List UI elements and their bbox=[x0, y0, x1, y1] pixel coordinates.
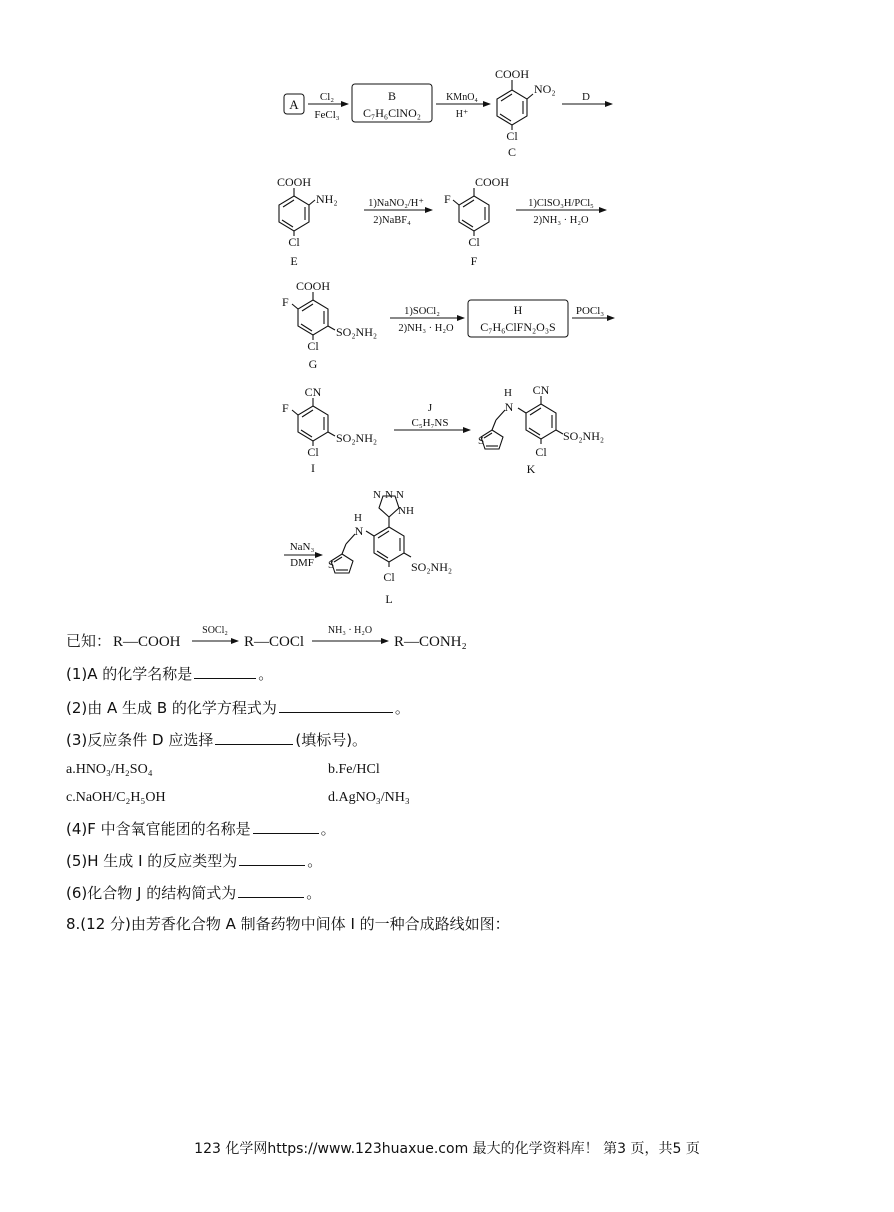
row-3 bbox=[282, 279, 614, 371]
question-6-end: 。 bbox=[306, 884, 322, 902]
question-1 bbox=[66, 664, 273, 684]
question-3-end: (填标号)。 bbox=[295, 731, 368, 749]
compound-c-cooh: COOH bbox=[494, 67, 530, 81]
reagent-socl2: 1)SOCl₂ bbox=[404, 306, 440, 317]
compound-l-so2nh2: SO₂NH₂ bbox=[411, 560, 453, 574]
row-4 bbox=[282, 383, 604, 476]
compound-i-fluorine: F bbox=[282, 401, 289, 415]
compound-k-cn: CN bbox=[532, 383, 550, 397]
compound-i-cl: Cl bbox=[307, 445, 319, 459]
question-2-text: (2)由 A 生成 B 的化学方程式为 bbox=[66, 699, 277, 717]
known-reaction bbox=[66, 625, 467, 650]
question-1-text: (1)A 的化学名称是 bbox=[66, 665, 193, 683]
problem-8-intro: 8.(12 分)由芳香化合物 A 制备药物中间体 I 的一种合成路线如图： bbox=[66, 915, 510, 933]
compound-b-label: B bbox=[387, 89, 397, 103]
compound-f-cooh: COOH bbox=[474, 175, 510, 189]
compound-f-cl: Cl bbox=[468, 235, 480, 249]
option-a[interactable]: a.HNO₃/H₂SO₄ bbox=[66, 762, 153, 777]
compound-k-so2nh2: SO₂NH₂ bbox=[563, 429, 605, 443]
reagent-c5h7ns: C₅H₇NS bbox=[411, 417, 449, 429]
compound-l-h: H bbox=[354, 512, 362, 524]
reagent-fecl3: FeCl₃ bbox=[314, 109, 340, 121]
answer-blank-1[interactable] bbox=[194, 664, 256, 679]
compound-b-formula: C₇H₆ClNO₂ bbox=[363, 106, 421, 120]
question-6-text: (6)化合物 J 的结构简式为 bbox=[66, 884, 237, 902]
compound-g-cl: Cl bbox=[307, 339, 319, 353]
row-1 bbox=[284, 67, 612, 159]
compound-k-cl: Cl bbox=[535, 445, 547, 459]
tetrazole-nh: NH bbox=[398, 505, 414, 517]
page-footer: 123 化学网https://www.123huaxue.com 最大的化学资料库！ 第3 页，共5 页 bbox=[194, 1141, 700, 1157]
question-3-text: (3)反应条件 D 应选择 bbox=[66, 731, 214, 749]
question-5-text: (5)H 生成 I 的反应类型为 bbox=[66, 852, 238, 870]
compound-e-cl: Cl bbox=[288, 235, 300, 249]
known-prefix: 已知： bbox=[66, 632, 112, 650]
compound-e-nh2: NH₂ bbox=[316, 192, 338, 206]
question-6 bbox=[66, 883, 321, 903]
tetrazole-n1: N bbox=[373, 489, 381, 501]
compound-k-n: N bbox=[504, 400, 514, 414]
compound-f-label: F bbox=[470, 254, 478, 268]
compound-i-cn: CN bbox=[304, 385, 322, 399]
known-r-conh2: R—CONH₂ bbox=[394, 634, 467, 650]
known-r-cocl: R—COCl bbox=[244, 634, 305, 650]
reagent-nabf4: 2)NaBF₄ bbox=[373, 215, 411, 226]
compound-c-label: C bbox=[507, 145, 517, 159]
answer-blank-3[interactable] bbox=[215, 730, 293, 745]
compound-e-label: E bbox=[290, 254, 298, 268]
question-5-end: 。 bbox=[307, 852, 323, 870]
compound-k-structure bbox=[481, 396, 563, 449]
compound-k-s: S bbox=[477, 435, 485, 447]
option-c[interactable]: c.NaOH/C₂H₅OH bbox=[66, 790, 166, 805]
compound-e-cooh: COOH bbox=[276, 175, 312, 189]
question-4-text: (4)F 中含氧官能团的名称是 bbox=[66, 820, 251, 838]
compound-g-so2nh2: SO₂NH₂ bbox=[336, 325, 378, 339]
reagent-cl2: Cl₂ bbox=[319, 91, 335, 103]
row-2 bbox=[277, 175, 606, 268]
condition-d: D bbox=[582, 91, 590, 103]
compound-i-so2nh2: SO₂NH₂ bbox=[336, 431, 378, 445]
answer-blank-5[interactable] bbox=[239, 851, 305, 866]
reagent-nh3-h2o-2: 2)NH₃ · H₂O bbox=[398, 323, 454, 334]
compound-a: A bbox=[289, 97, 299, 112]
answer-blank-4[interactable] bbox=[253, 819, 319, 834]
reagent-nh3-h2o-1: 2)NH₃ · H₂O bbox=[533, 215, 589, 226]
compound-g-cooh: COOH bbox=[295, 279, 331, 293]
compound-f-fluorine: F bbox=[444, 192, 451, 206]
reagent-h-plus: H⁺ bbox=[455, 109, 469, 120]
compound-c-structure bbox=[497, 80, 533, 130]
tetrazole-n3: N bbox=[396, 489, 404, 501]
compound-g-label: G bbox=[308, 357, 318, 371]
question-5 bbox=[66, 851, 322, 871]
question-4 bbox=[66, 819, 336, 839]
reagent-nano2: 1)NaNO₂/H⁺ bbox=[368, 198, 424, 209]
question-3 bbox=[66, 730, 367, 750]
question-2-end: 。 bbox=[394, 699, 410, 717]
compound-f-structure bbox=[453, 188, 489, 236]
compound-i-structure bbox=[292, 398, 335, 446]
compound-i-label: I bbox=[311, 461, 315, 475]
reagent-dmf: DMF bbox=[290, 557, 314, 569]
compound-g-structure bbox=[292, 292, 335, 340]
compound-c-cl: Cl bbox=[506, 129, 518, 143]
row-5 bbox=[284, 489, 452, 606]
known-reagent-socl2: SOCl₂ bbox=[202, 625, 228, 636]
known-r-cooh: R—COOH bbox=[113, 634, 181, 650]
compound-l-s: S bbox=[327, 559, 335, 571]
question-4-end: 。 bbox=[320, 820, 336, 838]
tetrazole-n2: N bbox=[385, 489, 393, 501]
compound-h-label: H bbox=[513, 303, 523, 317]
option-b[interactable]: b.Fe/HCl bbox=[328, 762, 380, 777]
compound-k-h: H bbox=[504, 387, 512, 399]
compound-h-formula: C₇H₆ClFN₂O₃S bbox=[480, 320, 556, 334]
reagent-nan3: NaN₃ bbox=[289, 541, 315, 553]
compound-e-structure bbox=[279, 188, 315, 236]
compound-l-n: N bbox=[354, 524, 364, 538]
reagent-clso3h: 1)ClSO₃H/PCl₅ bbox=[528, 198, 594, 209]
compound-c-no2: NO₂ bbox=[534, 82, 556, 96]
reagent-j: J bbox=[427, 402, 433, 414]
answer-blank-2[interactable] bbox=[279, 698, 393, 713]
answer-blank-6[interactable] bbox=[238, 883, 304, 898]
question-1-end: 。 bbox=[258, 665, 274, 683]
compound-g-fluorine: F bbox=[282, 295, 289, 309]
reagent-kmno4: KMnO₄ bbox=[446, 92, 478, 103]
known-reagent-nh3: NH₃ · H₂O bbox=[327, 625, 373, 636]
question-2 bbox=[66, 698, 410, 718]
compound-l-cl: Cl bbox=[383, 570, 395, 584]
reagent-pocl3: POCl₃ bbox=[575, 305, 605, 317]
compound-k-label: K bbox=[526, 462, 536, 476]
compound-l-label: L bbox=[385, 592, 393, 606]
option-d[interactable]: d.AgNO₃/NH₃ bbox=[328, 790, 410, 805]
